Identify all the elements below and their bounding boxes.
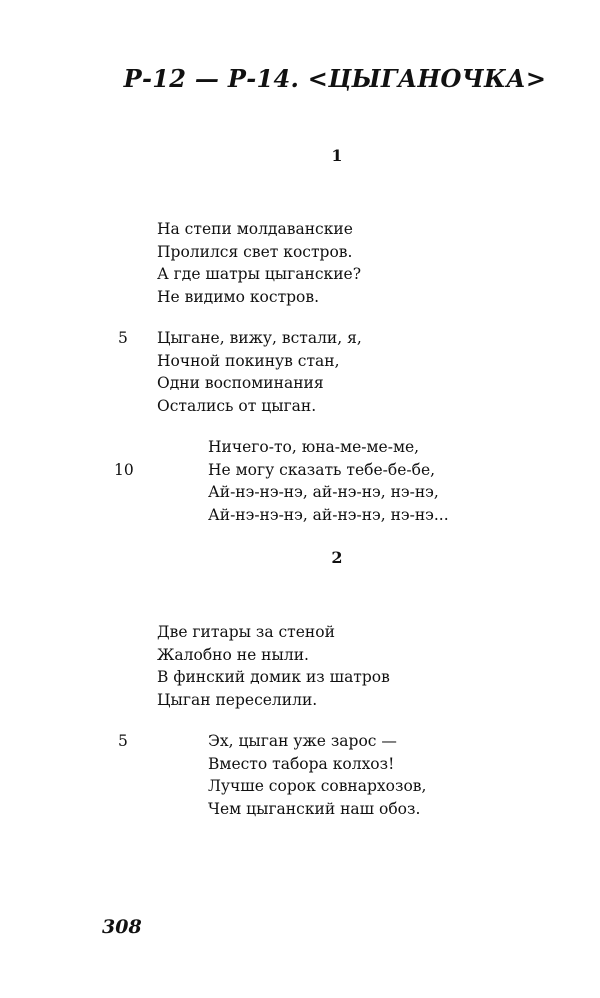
section-number-2: 2: [331, 548, 343, 567]
verse-line: Две гитары за стеной: [157, 623, 335, 641]
verse-line: Ночной покинув стан,: [157, 351, 340, 370]
stanza-1-1: [157, 218, 361, 308]
page-number: 308: [102, 916, 142, 938]
verse-line: А где шатры цыганские?: [157, 265, 362, 283]
line-number: 5: [118, 329, 128, 347]
line-number: 10: [114, 461, 134, 479]
verse-line: На степи молдаванские: [157, 220, 353, 238]
verse-line: Не могу сказать тебе-бе-бе,: [208, 460, 436, 479]
verse-line: Эх, цыган уже зарос —: [208, 732, 397, 750]
verse-line: Ай-нэ-нэ-нэ, ай-нэ-нэ, нэ-нэ,: [208, 483, 439, 501]
stanza-1-2: [157, 327, 362, 417]
line-number: 5: [118, 732, 128, 750]
verse-line: Чем цыганский наш обоз.: [208, 799, 421, 818]
verse-line: Цыган переселили.: [157, 690, 318, 709]
page-title: Р-12 — Р-14. <ЦЫГАНОЧКА>: [123, 64, 547, 93]
verse-line: Ничего-то, юна-ме-ме-ме,: [208, 438, 420, 456]
verse-line: Одни воспоминания: [157, 374, 324, 392]
section-number-1: 1: [331, 146, 343, 165]
verse-line: Не видимо костров.: [157, 287, 320, 306]
verse-line: Цыгане, вижу, встали, я,: [157, 329, 362, 347]
stanza-2-2: [208, 730, 426, 820]
stanza-2-1: [157, 621, 390, 711]
verse-line: В финский домик из шатров: [157, 668, 390, 686]
verse-line: Вместо табора колхоз!: [208, 754, 395, 773]
verse-line: Остались от цыган.: [157, 396, 317, 415]
refrain-1: [208, 436, 449, 526]
verse-line: Пролился свет костров.: [157, 242, 353, 261]
verse-line: Ай-нэ-нэ-нэ, ай-нэ-нэ, нэ-нэ...: [208, 505, 449, 524]
verse-line: Лучше сорок совнархозов,: [208, 777, 427, 795]
verse-line: Жалобно не ныли.: [157, 645, 309, 664]
